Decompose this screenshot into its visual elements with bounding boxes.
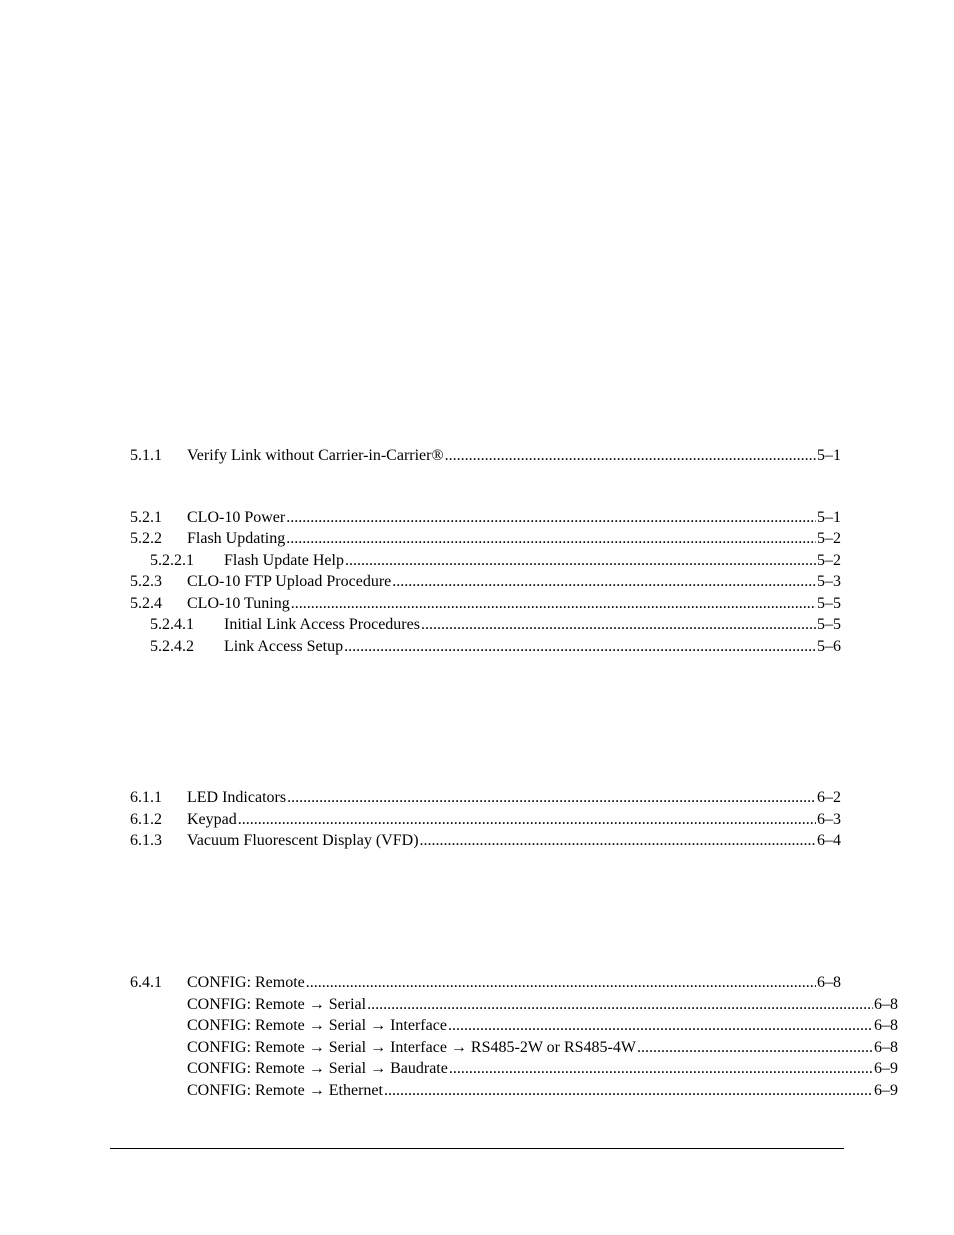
toc-title: Link Access Setup [224, 638, 344, 655]
dot-leader [287, 788, 816, 808]
toc-number: 5.2.4 [130, 595, 162, 612]
toc-entry[interactable] [150, 551, 841, 571]
toc-entry[interactable] [130, 446, 841, 466]
toc-number: 5.2.3 [130, 573, 162, 590]
dot-leader [291, 594, 816, 614]
toc-page: 5–1 [817, 509, 841, 526]
toc-title: Flash Updating [187, 530, 286, 547]
toc-entry[interactable] [130, 1081, 898, 1101]
dot-leader [367, 995, 873, 1015]
toc-title: Initial Link Access Procedures [224, 616, 420, 633]
dot-leader [384, 1081, 873, 1101]
toc-title: Flash Update Help [224, 552, 344, 569]
footer-rule [110, 1148, 844, 1149]
toc-entry[interactable] [130, 995, 898, 1015]
toc-page: 6–8 [874, 1017, 898, 1034]
toc-title: CONFIG: Remote → Serial [187, 996, 367, 1013]
toc-entry[interactable] [130, 810, 841, 830]
toc-page: 5–5 [817, 595, 841, 612]
dot-leader [238, 810, 816, 830]
dot-leader [345, 551, 816, 571]
toc-number: 6.1.2 [130, 811, 162, 828]
toc-entry[interactable] [130, 508, 841, 528]
toc-title: CONFIG: Remote → Serial → Interface → RS485-2W or RS485-4W [187, 1039, 636, 1056]
toc-page: 6–3 [817, 811, 841, 828]
toc-title: CONFIG: Remote → Ethernet [187, 1082, 383, 1099]
toc-page: 5–3 [817, 573, 841, 590]
toc-page: 6–4 [817, 832, 841, 849]
dot-leader [286, 529, 816, 549]
toc-page: 6–8 [874, 1039, 898, 1056]
dot-leader [421, 615, 816, 635]
toc-title: CLO-10 Tuning [187, 595, 290, 612]
toc-page: 5–2 [817, 530, 841, 547]
dot-leader [286, 508, 816, 528]
toc-entry[interactable] [130, 788, 841, 808]
dot-leader [344, 637, 816, 657]
toc-page: 6–8 [817, 974, 841, 991]
toc-page: 6–9 [874, 1060, 898, 1077]
dot-leader [637, 1038, 873, 1058]
toc-page: 5–6 [817, 638, 841, 655]
toc-entry[interactable] [130, 831, 841, 851]
toc-page: 5–2 [817, 552, 841, 569]
toc-entry[interactable] [130, 572, 841, 592]
toc-title: Verify Link without Carrier-in-Carrier® [187, 447, 444, 464]
toc-page: 6–8 [874, 996, 898, 1013]
toc-entry[interactable] [130, 594, 841, 614]
toc-number: 6.1.3 [130, 832, 162, 849]
toc-title: CONFIG: Remote → Serial → Interface [187, 1017, 447, 1034]
toc-entry[interactable] [130, 973, 841, 993]
toc-title: CONFIG: Remote → Serial → Baudrate [187, 1060, 448, 1077]
toc-number: 5.2.4.2 [150, 638, 194, 655]
toc-number: 5.2.1 [130, 509, 162, 526]
toc-page: 5–1 [817, 447, 841, 464]
toc-page: 6–9 [874, 1082, 898, 1099]
toc-entry[interactable] [130, 1038, 898, 1058]
toc-title: CLO-10 FTP Upload Procedure [187, 573, 392, 590]
toc-number: 5.2.4.1 [150, 616, 194, 633]
toc-title: Vacuum Fluorescent Display (VFD) [187, 832, 419, 849]
toc-number: 6.4.1 [130, 974, 162, 991]
dot-leader [448, 1016, 873, 1036]
toc-number: 6.1.1 [130, 789, 162, 806]
toc-number: 5.2.2.1 [150, 552, 194, 569]
toc-title: Keypad [187, 811, 237, 828]
dot-leader [449, 1059, 873, 1079]
dot-leader [445, 446, 816, 466]
toc-entry[interactable] [150, 615, 841, 635]
toc-page: 5–5 [817, 616, 841, 633]
toc-title: CLO-10 Power [187, 509, 286, 526]
toc-page: 6–2 [817, 789, 841, 806]
toc-title: LED Indicators [187, 789, 287, 806]
toc-entry[interactable] [150, 637, 841, 657]
toc-entry[interactable] [130, 1016, 898, 1036]
dot-leader [420, 831, 816, 851]
toc-entry[interactable] [130, 1059, 898, 1079]
dot-leader [392, 572, 816, 592]
toc-number: 5.1.1 [130, 447, 162, 464]
toc-title: CONFIG: Remote [187, 974, 305, 991]
toc-number: 5.2.2 [130, 530, 162, 547]
dot-leader [306, 973, 816, 993]
toc-entry[interactable] [130, 529, 841, 549]
